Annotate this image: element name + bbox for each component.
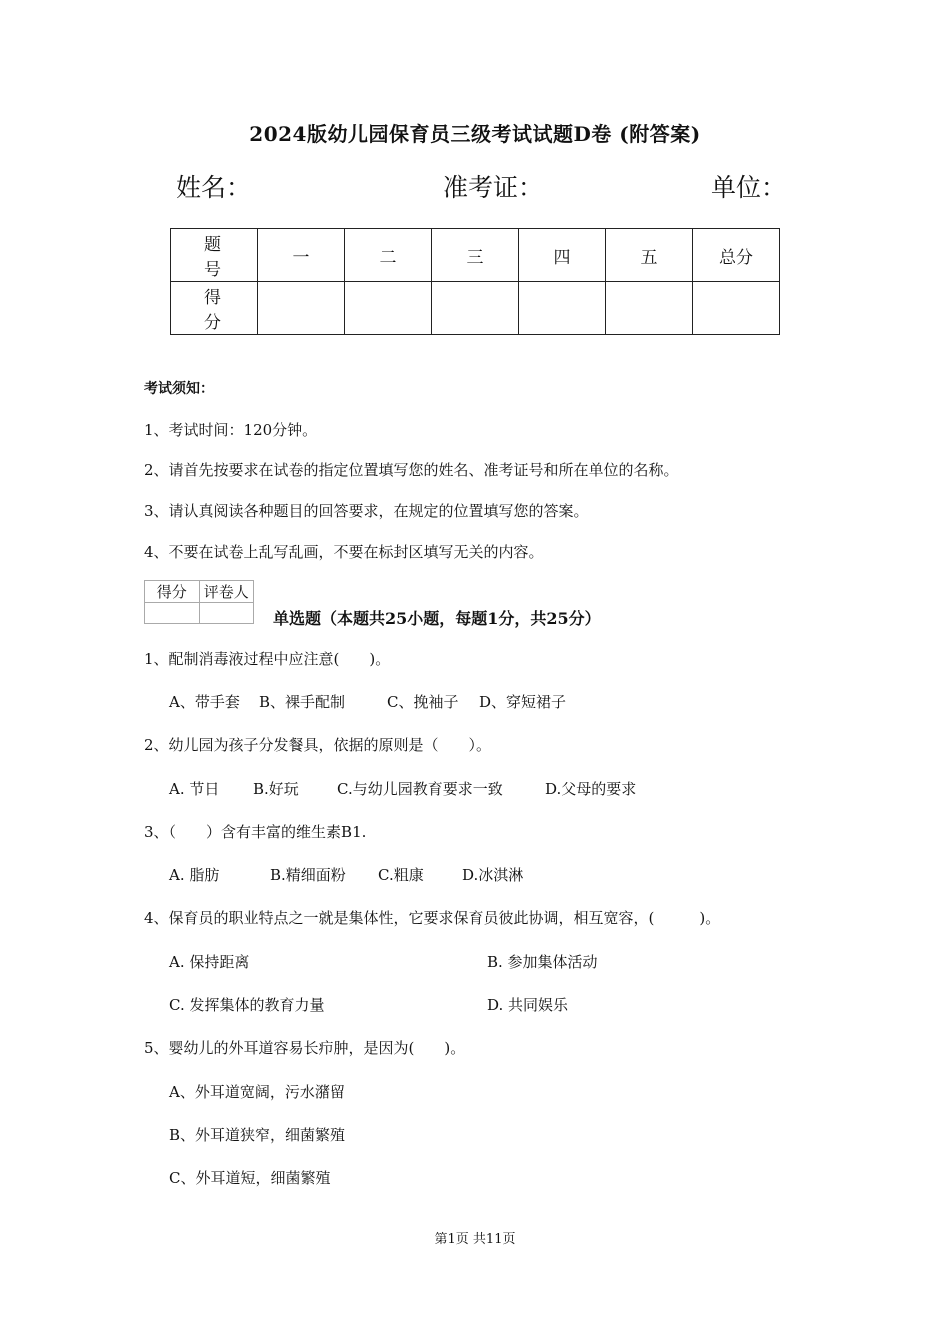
notice-title: 考试须知： xyxy=(144,381,214,397)
q3-option-a: A. 脂肪 xyxy=(169,866,220,884)
score-header-1: 一 xyxy=(258,229,345,282)
document-title: 2024版幼儿园保育员三级考试试题D卷 (附答案) xyxy=(249,122,701,146)
notice-item-3: 3、请认真阅读各种题目的回答要求，在规定的位置填写您的答案。 xyxy=(144,502,589,520)
unit-label: 单位： xyxy=(711,173,787,202)
score-table-header-row xyxy=(171,229,780,282)
q3-option-d: D.冰淇淋 xyxy=(462,866,524,884)
q1-option-a: A、带手套 xyxy=(169,693,240,711)
score-cell-total xyxy=(693,282,780,335)
question-3: 3、（ ）含有丰富的维生素B1. xyxy=(144,823,367,841)
score-header-3: 三 xyxy=(432,229,519,282)
q5-option-b: B、外耳道狭窄，细菌繁殖 xyxy=(169,1126,346,1144)
q4-option-a: A. 保持距离 xyxy=(169,953,250,971)
section-title: 单选题（本题共25小题，每题1分，共25分） xyxy=(273,609,601,628)
grader-score-cell xyxy=(145,603,200,624)
score-header-4: 四 xyxy=(519,229,606,282)
grader-reviewer-cell xyxy=(199,603,254,624)
q1-option-b: B、裸手配制 xyxy=(259,693,346,711)
notice-item-1: 1、考试时间：120分钟。 xyxy=(144,421,318,439)
question-2: 2、幼儿园为孩子分发餐具，依据的原则是（ ）。 xyxy=(144,736,492,754)
score-label: 得分 xyxy=(171,282,258,335)
q4-option-b: B. 参加集体活动 xyxy=(487,953,598,971)
q1-option-c: C、挽袖子 xyxy=(387,693,459,711)
question-5: 5、婴幼儿的外耳道容易长疖肿，是因为( )。 xyxy=(144,1039,466,1057)
q4-option-c: C. 发挥集体的教育力量 xyxy=(169,996,325,1014)
notice-item-2: 2、请首先按要求在试卷的指定位置填写您的姓名、准考证号和所在单位的名称。 xyxy=(144,461,679,479)
grader-score-label: 得分 xyxy=(145,581,200,603)
question-4: 4、保育员的职业特点之一就是集体性，它要求保育员彼此协调，相互宽容，( )。 xyxy=(144,909,721,927)
q2-option-b: B.好玩 xyxy=(253,780,299,798)
q1-option-d: D、穿短裙子 xyxy=(479,693,567,711)
grader-box xyxy=(144,580,254,624)
grader-reviewer-label: 评卷人 xyxy=(199,581,254,603)
score-header-total: 总分 xyxy=(693,229,780,282)
score-cell-1 xyxy=(258,282,345,335)
notice-item-4: 4、不要在试卷上乱写乱画，不要在标封区填写无关的内容。 xyxy=(144,543,544,561)
question-number-label: 题号 xyxy=(171,229,258,282)
score-table-score-row xyxy=(171,282,780,335)
q4-option-d: D. 共同娱乐 xyxy=(487,996,569,1014)
score-header-2: 二 xyxy=(345,229,432,282)
score-cell-5 xyxy=(606,282,693,335)
score-cell-2 xyxy=(345,282,432,335)
q3-option-b: B.精细面粉 xyxy=(270,866,346,884)
name-label: 姓名： xyxy=(176,173,252,202)
exam-id-label: 准考证： xyxy=(443,173,544,202)
q2-option-d: D.父母的要求 xyxy=(545,780,637,798)
q5-option-a: A、外耳道宽阔，污水潴留 xyxy=(169,1083,345,1101)
score-header-5: 五 xyxy=(606,229,693,282)
score-table xyxy=(170,228,780,335)
score-cell-4 xyxy=(519,282,606,335)
question-1: 1、配制消毒液过程中应注意( )。 xyxy=(144,650,391,668)
score-cell-3 xyxy=(432,282,519,335)
q3-option-c: C.粗康 xyxy=(378,866,424,884)
q5-option-c: C、外耳道短，细菌繁殖 xyxy=(169,1169,331,1187)
q2-option-c: C.与幼儿园教育要求一致 xyxy=(337,780,503,798)
page-footer: 第1页 共11页 xyxy=(434,1232,516,1247)
q2-option-a: A. 节日 xyxy=(169,780,220,798)
